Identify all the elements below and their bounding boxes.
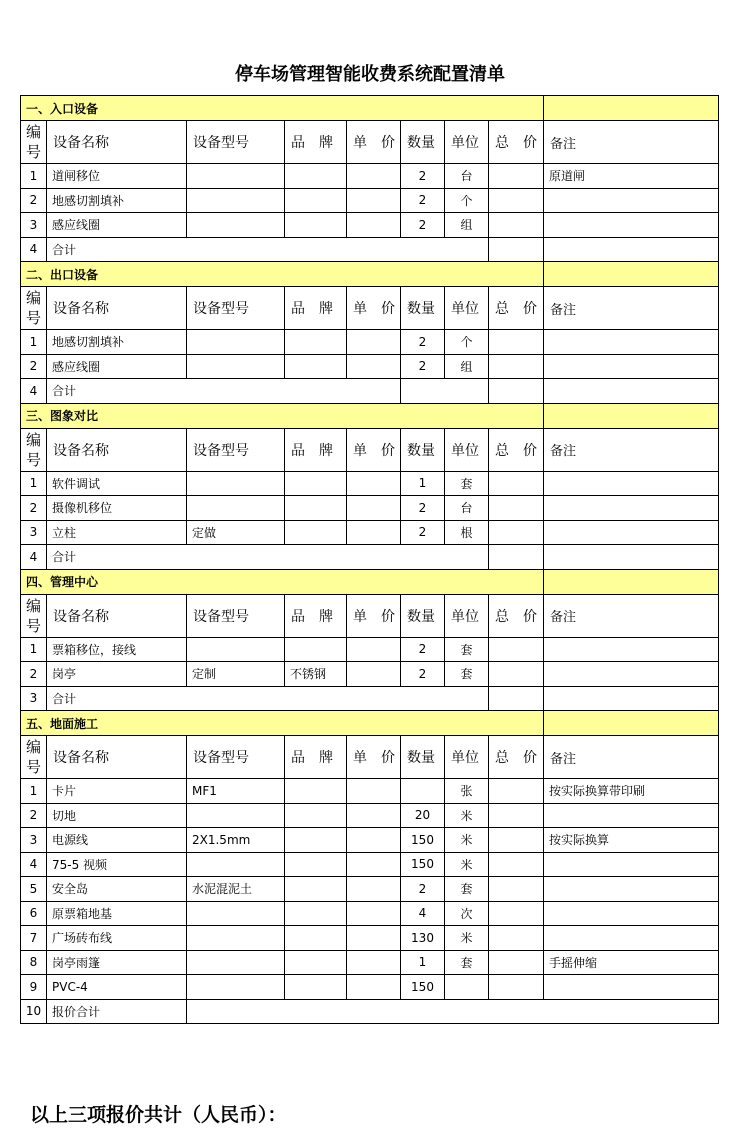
cell-no: 2 — [21, 662, 47, 687]
cell-no: 1 — [21, 779, 47, 804]
column-header: 品 牌 — [285, 287, 347, 330]
cell-model — [187, 496, 285, 521]
column-header: 单位 — [445, 736, 489, 779]
cell-no: 4 — [21, 379, 47, 404]
cell-note — [544, 926, 719, 951]
section-title: 三、图象对比 — [21, 403, 544, 428]
column-header: 设备型号 — [187, 594, 285, 637]
summary-label: 合计 — [47, 686, 489, 711]
summary-row — [21, 999, 719, 1024]
table-row — [21, 975, 719, 1000]
cell-total — [489, 662, 544, 687]
cell-brand — [285, 926, 347, 951]
table-row — [21, 803, 719, 828]
cell-note — [544, 213, 719, 238]
cell-no: 1 — [21, 330, 47, 355]
cell-note — [544, 637, 719, 662]
section-note-cell — [544, 262, 719, 287]
cell-unit: 套 — [445, 662, 489, 687]
cell-total — [489, 975, 544, 1000]
cell-price — [347, 779, 401, 804]
cell-no: 3 — [21, 686, 47, 711]
cell-brand — [285, 975, 347, 1000]
cell-price — [347, 520, 401, 545]
cell-total — [489, 471, 544, 496]
cell-brand — [285, 637, 347, 662]
cell-price — [347, 496, 401, 521]
cell-no: 3 — [21, 520, 47, 545]
cell-model — [187, 213, 285, 238]
column-header: 备注 — [544, 121, 719, 164]
cell-no: 9 — [21, 975, 47, 1000]
cell-note — [544, 379, 719, 404]
cell-brand — [285, 330, 347, 355]
cell-qty: 2 — [401, 496, 445, 521]
document-title: 停车场管理智能收费系统配置清单 — [235, 64, 505, 85]
section-title: 二、出口设备 — [21, 262, 544, 287]
table-row — [21, 637, 719, 662]
cell-price — [347, 950, 401, 975]
cell-note: 按实际换算 — [544, 828, 719, 853]
column-header-row — [21, 594, 719, 637]
section-note-cell — [544, 711, 719, 736]
column-header-row — [21, 121, 719, 164]
cell-unit: 次 — [445, 901, 489, 926]
cell-no: 4 — [21, 852, 47, 877]
cell-total — [489, 950, 544, 975]
cell-name: 道闸移位 — [47, 164, 187, 189]
cell-model — [187, 950, 285, 975]
table-row — [21, 496, 719, 521]
cell-name: 地感切割填补 — [47, 330, 187, 355]
cell-total — [489, 545, 544, 570]
cell-model — [187, 803, 285, 828]
cell-name: 票箱移位，接线 — [47, 637, 187, 662]
cell-note — [544, 520, 719, 545]
cell-name: 地感切割填补 — [47, 188, 187, 213]
column-header: 数量 — [401, 428, 445, 471]
cell-qty: 2 — [401, 354, 445, 379]
cell-total — [489, 637, 544, 662]
cell-no: 7 — [21, 926, 47, 951]
cell-no: 1 — [21, 471, 47, 496]
column-header: 总 价 — [489, 594, 544, 637]
table-row — [21, 354, 719, 379]
cell-no: 2 — [21, 354, 47, 379]
cell-note — [544, 237, 719, 262]
cell-no: 3 — [21, 213, 47, 238]
cell-unit — [445, 975, 489, 1000]
table-row — [21, 330, 719, 355]
section-title: 四、管理中心 — [21, 569, 544, 594]
column-header: 单 价 — [347, 594, 401, 637]
column-header: 设备名称 — [47, 121, 187, 164]
cell-no: 2 — [21, 188, 47, 213]
cell-qty — [401, 779, 445, 804]
section-title: 五、地面施工 — [21, 711, 544, 736]
column-header: 备注 — [544, 287, 719, 330]
cell-price — [347, 852, 401, 877]
cell-qty: 2 — [401, 662, 445, 687]
summary-row — [21, 237, 719, 262]
cell-total — [489, 379, 544, 404]
cell-brand: 不锈钢 — [285, 662, 347, 687]
cell-name: 安全岛 — [47, 877, 187, 902]
column-header: 编号 — [21, 428, 47, 471]
cell-note — [544, 330, 719, 355]
column-header: 单 价 — [347, 736, 401, 779]
cell-total — [489, 877, 544, 902]
cell-qty: 2 — [401, 877, 445, 902]
cell-name: 岗亭 — [47, 662, 187, 687]
column-header: 单位 — [445, 287, 489, 330]
table-row — [21, 779, 719, 804]
cell-total — [489, 354, 544, 379]
cell-brand — [285, 520, 347, 545]
column-header: 总 价 — [489, 287, 544, 330]
cell-total — [489, 164, 544, 189]
table-row — [21, 828, 719, 853]
cell-unit: 套 — [445, 950, 489, 975]
column-header: 单 价 — [347, 287, 401, 330]
cell-no: 1 — [21, 637, 47, 662]
column-header-row — [21, 736, 719, 779]
cell-note — [544, 686, 719, 711]
cell-model: 定制 — [187, 662, 285, 687]
column-header: 设备型号 — [187, 121, 285, 164]
cell-unit: 米 — [445, 803, 489, 828]
cell-unit — [401, 379, 489, 404]
cell-unit: 米 — [445, 852, 489, 877]
cell-price — [347, 330, 401, 355]
cell-brand — [285, 950, 347, 975]
cell-total — [489, 803, 544, 828]
cell-total — [489, 852, 544, 877]
cell-unit: 组 — [445, 354, 489, 379]
column-header: 总 价 — [489, 736, 544, 779]
table-row — [21, 164, 719, 189]
summary-row — [21, 379, 719, 404]
cell-brand — [285, 188, 347, 213]
cell-qty: 2 — [401, 164, 445, 189]
cell-model: 定做 — [187, 520, 285, 545]
cell-qty: 150 — [401, 975, 445, 1000]
cell-price — [347, 901, 401, 926]
cell-note — [544, 471, 719, 496]
cell-name: 岗亭雨篷 — [47, 950, 187, 975]
cell-qty: 2 — [401, 520, 445, 545]
cell-model — [187, 471, 285, 496]
section-header-row — [21, 403, 719, 428]
summary-label: 合计 — [47, 237, 489, 262]
cell-no: 2 — [21, 803, 47, 828]
cell-name: 立柱 — [47, 520, 187, 545]
cell-total — [489, 496, 544, 521]
cell-brand — [285, 877, 347, 902]
cell-model — [187, 164, 285, 189]
cell-model — [187, 354, 285, 379]
config-table — [20, 95, 719, 1024]
cell-name: 电源线 — [47, 828, 187, 853]
cell-price — [347, 354, 401, 379]
cell-brand — [285, 803, 347, 828]
table-row — [21, 877, 719, 902]
cell-note — [544, 803, 719, 828]
cell-model: MF1 — [187, 779, 285, 804]
cell-unit: 套 — [445, 471, 489, 496]
cell-qty: 2 — [401, 213, 445, 238]
section-title: 一、入口设备 — [21, 96, 544, 121]
column-header: 备注 — [544, 736, 719, 779]
cell-name: 切地 — [47, 803, 187, 828]
summary-row — [21, 545, 719, 570]
cell-total — [489, 330, 544, 355]
section-header-row — [21, 262, 719, 287]
column-header: 设备名称 — [47, 736, 187, 779]
cell-qty: 130 — [401, 926, 445, 951]
section-header-row — [21, 711, 719, 736]
cell-no: 1 — [21, 164, 47, 189]
cell-qty: 4 — [401, 901, 445, 926]
cell-no: 4 — [21, 545, 47, 570]
column-header: 设备型号 — [187, 736, 285, 779]
cell-note — [544, 496, 719, 521]
cell-total — [489, 237, 544, 262]
cell-price — [347, 213, 401, 238]
cell-total — [489, 188, 544, 213]
cell-unit: 台 — [445, 496, 489, 521]
table-row — [21, 662, 719, 687]
column-header: 设备名称 — [47, 287, 187, 330]
cell-total — [489, 213, 544, 238]
cell-note — [544, 852, 719, 877]
column-header: 品 牌 — [285, 428, 347, 471]
cell-qty: 150 — [401, 852, 445, 877]
cell-brand — [285, 354, 347, 379]
table-row — [21, 950, 719, 975]
cell-model — [187, 975, 285, 1000]
cell-brand — [285, 213, 347, 238]
footer-total-note: 以上三项报价共计（人民币）： — [30, 1104, 287, 1126]
cell-model — [187, 926, 285, 951]
cell-price — [347, 164, 401, 189]
cell-unit: 张 — [445, 779, 489, 804]
cell-model — [187, 901, 285, 926]
column-header: 设备型号 — [187, 428, 285, 471]
column-header: 单位 — [445, 428, 489, 471]
cell-qty: 1 — [401, 950, 445, 975]
cell-model — [187, 852, 285, 877]
cell-total — [489, 686, 544, 711]
column-header: 品 牌 — [285, 736, 347, 779]
cell-note — [544, 545, 719, 570]
cell-model: 水泥混泥土 — [187, 877, 285, 902]
column-header: 品 牌 — [285, 594, 347, 637]
column-header: 设备型号 — [187, 287, 285, 330]
cell-no: 6 — [21, 901, 47, 926]
summary-label: 合计 — [47, 545, 489, 570]
cell-unit: 组 — [445, 213, 489, 238]
cell-note — [544, 188, 719, 213]
section-header-row — [21, 96, 719, 121]
column-header: 备注 — [544, 594, 719, 637]
cell-unit: 套 — [445, 877, 489, 902]
cell-note — [544, 877, 719, 902]
column-header: 编号 — [21, 594, 47, 637]
column-header: 数量 — [401, 736, 445, 779]
table-row — [21, 926, 719, 951]
cell-price — [347, 975, 401, 1000]
column-header: 单位 — [445, 121, 489, 164]
cell-model: 2X1.5mm — [187, 828, 285, 853]
cell-brand — [285, 901, 347, 926]
cell-brand — [285, 852, 347, 877]
column-header: 单 价 — [347, 121, 401, 164]
summary-row — [21, 686, 719, 711]
cell-price — [347, 803, 401, 828]
column-header: 总 价 — [489, 428, 544, 471]
table-row — [21, 188, 719, 213]
cell-total — [489, 901, 544, 926]
cell-brand — [285, 496, 347, 521]
cell-qty: 2 — [401, 188, 445, 213]
column-header: 编号 — [21, 287, 47, 330]
cell-note — [544, 901, 719, 926]
cell-qty: 2 — [401, 637, 445, 662]
cell-model — [187, 637, 285, 662]
column-header: 设备名称 — [47, 594, 187, 637]
cell-price — [347, 662, 401, 687]
cell-price — [347, 926, 401, 951]
column-header: 品 牌 — [285, 121, 347, 164]
column-header: 设备名称 — [47, 428, 187, 471]
cell-qty: 150 — [401, 828, 445, 853]
cell-model — [187, 188, 285, 213]
cell-name: 广场砖布线 — [47, 926, 187, 951]
cell-model — [187, 330, 285, 355]
column-header: 数量 — [401, 594, 445, 637]
cell-name: 原票箱地基 — [47, 901, 187, 926]
cell-note: 按实际换算带印刷 — [544, 779, 719, 804]
column-header-row — [21, 287, 719, 330]
summary-value — [187, 999, 719, 1024]
cell-note — [544, 662, 719, 687]
cell-note — [544, 354, 719, 379]
section-note-cell — [544, 96, 719, 121]
table-row — [21, 471, 719, 496]
cell-total — [489, 926, 544, 951]
cell-name: 75-5 视频 — [47, 852, 187, 877]
summary-label: 合计 — [47, 379, 401, 404]
cell-qty: 20 — [401, 803, 445, 828]
column-header: 编号 — [21, 121, 47, 164]
cell-note: 手摇伸缩 — [544, 950, 719, 975]
cell-note: 原道闸 — [544, 164, 719, 189]
column-header: 编号 — [21, 736, 47, 779]
column-header: 单位 — [445, 594, 489, 637]
cell-qty: 1 — [401, 471, 445, 496]
section-note-cell — [544, 403, 719, 428]
cell-total — [489, 828, 544, 853]
cell-price — [347, 188, 401, 213]
cell-unit: 套 — [445, 637, 489, 662]
column-header: 单 价 — [347, 428, 401, 471]
summary-label: 报价合计 — [47, 999, 187, 1024]
cell-name: 卡片 — [47, 779, 187, 804]
cell-name: 摄像机移位 — [47, 496, 187, 521]
cell-unit: 个 — [445, 188, 489, 213]
cell-brand — [285, 828, 347, 853]
cell-total — [489, 779, 544, 804]
cell-qty: 2 — [401, 330, 445, 355]
cell-unit: 根 — [445, 520, 489, 545]
cell-unit: 个 — [445, 330, 489, 355]
cell-unit: 米 — [445, 926, 489, 951]
cell-unit: 台 — [445, 164, 489, 189]
column-header: 数量 — [401, 121, 445, 164]
section-note-cell — [544, 569, 719, 594]
table-row — [21, 852, 719, 877]
column-header: 总 价 — [489, 121, 544, 164]
cell-no: 3 — [21, 828, 47, 853]
cell-note — [544, 975, 719, 1000]
cell-total — [489, 520, 544, 545]
column-header: 数量 — [401, 287, 445, 330]
cell-price — [347, 877, 401, 902]
column-header: 备注 — [544, 428, 719, 471]
cell-name: 感应线圈 — [47, 354, 187, 379]
cell-name: 软件调试 — [47, 471, 187, 496]
cell-name: PVC-4 — [47, 975, 187, 1000]
table-row — [21, 901, 719, 926]
table-row — [21, 213, 719, 238]
cell-no: 10 — [21, 999, 47, 1024]
cell-price — [347, 828, 401, 853]
cell-price — [347, 471, 401, 496]
cell-unit: 米 — [445, 828, 489, 853]
cell-brand — [285, 471, 347, 496]
cell-brand — [285, 779, 347, 804]
table-row — [21, 520, 719, 545]
cell-brand — [285, 164, 347, 189]
cell-name: 感应线圈 — [47, 213, 187, 238]
cell-no: 8 — [21, 950, 47, 975]
cell-no: 2 — [21, 496, 47, 521]
cell-no: 5 — [21, 877, 47, 902]
section-header-row — [21, 569, 719, 594]
cell-price — [347, 637, 401, 662]
cell-no: 4 — [21, 237, 47, 262]
column-header-row — [21, 428, 719, 471]
